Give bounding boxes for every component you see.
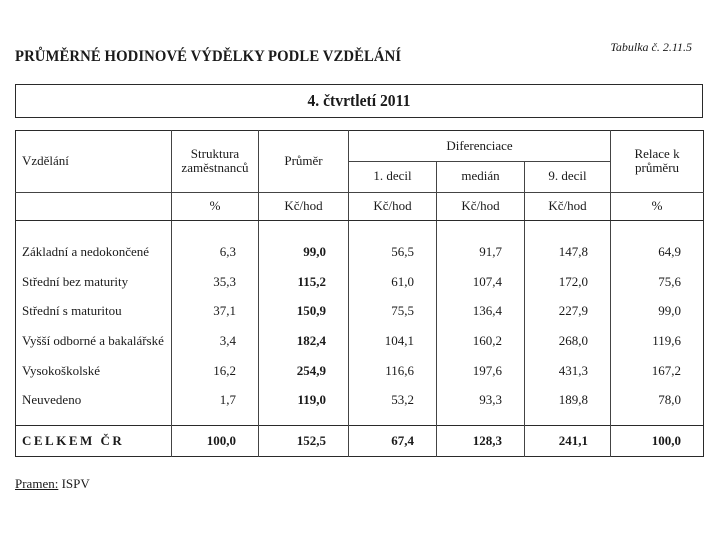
row-label: Vyšší odborné a bakalářské [22,332,164,348]
table-number: Tabulka č. 2.11.5 [610,40,692,54]
table-row [16,237,704,267]
cell-decile1: 61,0 [349,267,437,297]
total-structure: 100,0 [172,426,259,457]
cell-structure: 6,3 [172,237,259,267]
total-average: 152,5 [259,426,349,457]
cell-structure: 35,3 [172,267,259,297]
total-label: CELKEM ČR [16,426,172,457]
cell-structure: 37,1 [172,297,259,327]
unit-decile1: Kč/hod [349,192,437,221]
cell-structure: 3,4 [172,326,259,356]
total-median: 128,3 [437,426,525,457]
cell-average: 99,0 [259,237,349,267]
unit-relation: % [611,192,704,221]
spacer-row [16,221,704,237]
cell-relation: 64,9 [611,237,704,267]
cell-decile9: 189,8 [525,386,611,416]
cell-average: 115,2 [259,267,349,297]
cell-decile1: 75,5 [349,297,437,327]
total-decile1: 67,4 [349,426,437,457]
cell-decile9: 172,0 [525,267,611,297]
header-median: medián [437,161,525,192]
unit-average: Kč/hod [259,192,349,221]
spacer-row [16,415,704,425]
header-decile9: 9. decil [525,161,611,192]
cell-median: 107,4 [437,267,525,297]
unit-decile9: Kč/hod [525,192,611,221]
cell-relation: 167,2 [611,356,704,386]
cell-structure: 16,2 [172,356,259,386]
total-relation: 100,0 [611,426,704,457]
cell-relation: 99,0 [611,297,704,327]
header-structure: Struktura zaměstnanců [172,131,259,193]
unit-row [16,192,704,221]
row-label: Střední bez maturity [22,273,129,289]
cell-decile1: 104,1 [349,326,437,356]
source-label: Pramen: [15,476,59,491]
header-relation: Relace k průměru [611,131,704,193]
unit-structure: % [172,192,259,221]
cell-structure: 1,7 [172,386,259,416]
cell-median: 93,3 [437,386,525,416]
unit-median: Kč/hod [437,192,525,221]
cell-average: 254,9 [259,356,349,386]
cell-average: 150,9 [259,297,349,327]
cell-decile9: 268,0 [525,326,611,356]
period-box [15,84,703,118]
cell-median: 91,7 [437,237,525,267]
cell-decile1: 116,6 [349,356,437,386]
document-title: PRŮMĚRNÉ HODINOVÉ VÝDĚLKY PODLE VZDĚLÁNÍ [15,48,402,65]
row-label: Vysokoškolské [22,362,101,378]
cell-median: 136,4 [437,297,525,327]
source-note [15,476,90,492]
cell-relation: 119,6 [611,326,704,356]
row-label: Neuvedeno [22,392,82,408]
cell-decile9: 227,9 [525,297,611,327]
table-row [16,326,704,356]
row-label: Střední s maturitou [22,303,122,319]
unit-empty [16,192,172,221]
row-label: Základní a nedokončené [22,243,150,259]
total-row [16,426,704,457]
table-row [16,267,704,297]
table-row [16,297,704,327]
cell-relation: 75,6 [611,267,704,297]
cell-median: 160,2 [437,326,525,356]
source-value: ISPV [61,476,90,491]
table-row [16,356,704,386]
header-decile1: 1. decil [349,161,437,192]
earnings-table [15,130,704,457]
cell-decile1: 53,2 [349,386,437,416]
cell-decile1: 56,5 [349,237,437,267]
header-differentiation: Diferenciace [349,131,611,162]
cell-decile9: 147,8 [525,237,611,267]
cell-relation: 78,0 [611,386,704,416]
cell-median: 197,6 [437,356,525,386]
cell-average: 182,4 [259,326,349,356]
cell-average: 119,0 [259,386,349,416]
total-decile9: 241,1 [525,426,611,457]
period-label: 4. čtvrtletí 2011 [307,91,411,110]
table-row [16,386,704,416]
header-average: Průměr [259,131,349,193]
header-row-1 [16,131,704,162]
header-education: Vzdělání [22,153,69,169]
cell-decile9: 431,3 [525,356,611,386]
